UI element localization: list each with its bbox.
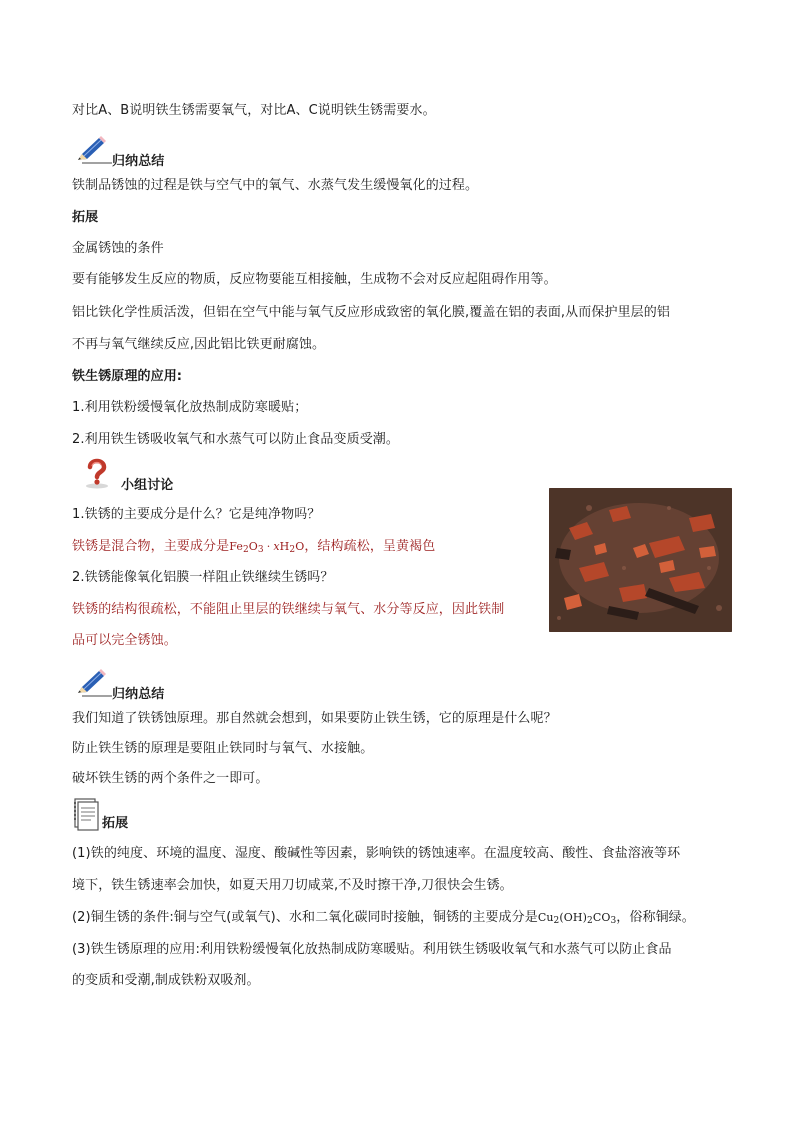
formula-cu-sub: 2 [553, 916, 560, 926]
formula-o-sub: 3 [257, 545, 264, 555]
pencil-icon [72, 669, 112, 703]
extend2-heading: 拓展 [102, 816, 129, 831]
extend2-p3b: 的变质和受潮,制成铁粉双吸剂。 [72, 973, 260, 988]
summary2-heading: 归纳总结 [112, 687, 165, 702]
discussion-a2a: 铁锈的结构很疏松，不能阻止里层的铁继续与氧气、水分等反应，因此铁制 [72, 602, 505, 617]
discussion-q1: 1.铁锈的主要成分是什么？它是纯净物吗？ [72, 507, 321, 522]
question-mark-icon [82, 457, 112, 493]
extend2-p1a: (1)铁的纯度、环境的温度、湿度、酸碱性等因素，影响铁的锈蚀速率。在温度较高、酸性、食盐溶液等环 [72, 846, 681, 861]
extend1-line2b: 不再与氧气继续反应,因此铝比铁更耐腐蚀。 [72, 337, 326, 352]
copper-rust-formula [538, 911, 616, 924]
extend1-line2a: 铝比铁化学性质活泼，但铝在空气中能与氧气反应形成致密的氧化膜,覆盖在铝的表面,从而保护里层的铝 [72, 305, 670, 320]
summary2-line3: 破坏铁生锈的两个条件之一即可。 [72, 771, 269, 786]
discussion-a1-prefix: 铁锈是混合物，主要成分是 [72, 539, 230, 554]
extend1-heading: 拓展 [72, 210, 99, 225]
extend1-subheading: 金属锈蚀的条件 [72, 241, 164, 256]
pencil-icon [72, 136, 112, 170]
formula-oh: (OH) [559, 911, 587, 924]
application-heading: 铁生锈原理的应用: [72, 369, 183, 384]
discussion-a2b: 品可以完全锈蚀。 [72, 633, 177, 648]
extend2-p3a: (3)铁生锈原理的应用:利用铁粉缓慢氧化放热制成防寒暖贴。利用铁生锈吸收氧气和水蒸气可以防止食品 [72, 942, 672, 957]
formula-oh-sub: 2 [586, 916, 593, 926]
extend1-line1: 要有能够发生反应的物质，反应物要能互相接触，生成物不会对反应起阻碍作用等。 [72, 272, 557, 287]
summary1-heading: 归纳总结 [112, 154, 165, 169]
application-item2: 2.利用铁生锈吸收氧气和水蒸气可以防止食品变质受潮。 [72, 432, 400, 447]
summary2-line1: 我们知道了铁锈蚀原理。那自然就会想到，如果要防止铁生锈，它的原理是什么呢？ [72, 711, 557, 726]
summary1-text: 铁制品锈蚀的过程是铁与空气中的氧气、水蒸气发生缓慢氧化的过程。 [72, 178, 479, 193]
notebook-icon [72, 797, 100, 835]
formula-o: O [248, 540, 258, 553]
summary2-line2: 防止铁生锈的原理是要阻止铁同时与氧气、水接触。 [72, 741, 374, 756]
rust-photo [549, 488, 732, 632]
formula-cu: Cu [537, 911, 554, 924]
formula-h-sub: 2 [289, 545, 296, 555]
formula-o2: O [295, 540, 305, 553]
formula-x: x [273, 540, 280, 553]
discussion-a1 [72, 538, 435, 559]
extend2-p2-suffix: ，俗称铜绿。 [616, 910, 695, 925]
extend2-p1b: 境下，铁生锈速率会加快，如夏天用刀切咸菜,不及时擦干净,刀很快会生锈。 [72, 878, 513, 893]
formula-fe-sub: 2 [242, 545, 249, 555]
formula-co-sub: 3 [610, 916, 617, 926]
extend2-p2 [72, 909, 695, 930]
formula-h: H [279, 540, 290, 553]
rust-formula [229, 540, 304, 553]
application-item1: 1.利用铁粉缓慢氧化放热制成防寒暖贴； [72, 400, 308, 415]
discussion-a1-suffix: ，结构疏松，呈黄褐色 [304, 539, 436, 554]
discussion-q2: 2.铁锈能像氧化铝膜一样阻止铁继续生锈吗？ [72, 570, 334, 585]
formula-co: CO [592, 911, 611, 924]
extend2-p2-prefix: (2)铜生锈的条件:铜与空气(或氧气)、水和二氧化碳同时接触，铜锈的主要成分是 [72, 910, 538, 925]
formula-dot: · [266, 540, 271, 553]
formula-fe: Fe [229, 540, 243, 553]
intro-line: 对比A、B说明铁生锈需要氧气，对比A、C说明铁生锈需要水。 [72, 103, 436, 118]
discussion-heading: 小组讨论 [121, 478, 174, 493]
